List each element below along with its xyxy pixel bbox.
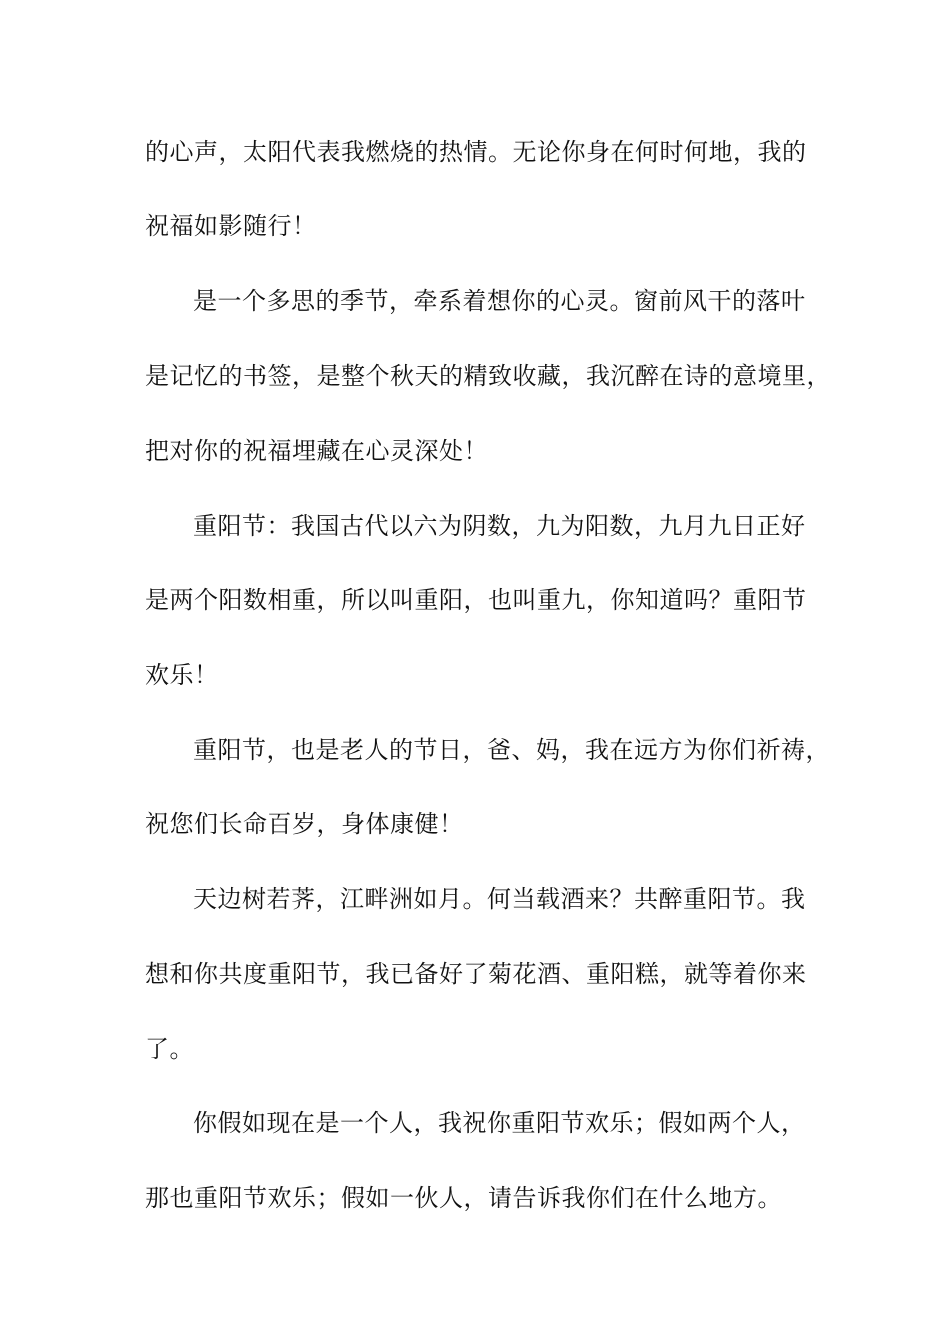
paragraph-first-line: 是一个多思的季节，牵系着想你的心灵。窗前风干的落叶 [193,287,806,315]
text-line: 把对你的祝福埋藏在心灵深处！ [145,437,488,465]
paragraph-first-line: 重阳节：我国古代以六为阴数，九为阳数，九月九日正好 [193,512,806,540]
text-line: 祝福如影随行！ [145,212,317,240]
text-line: 的心声，太阳代表我燃烧的热情。无论你身在何时何地，我的 [145,138,807,166]
text-line: 欢乐！ [145,661,219,689]
text-line: 祝您们长命百岁，身体康健！ [145,810,464,838]
text-line: 那也重阳节欢乐；假如一伙人，请告诉我你们在什么地方。 [145,1184,782,1212]
text-line: 是两个阳数相重，所以叫重阳，也叫重九，你知道吗？重阳节 [145,586,807,614]
paragraph-first-line: 天边树若荠，江畔洲如月。何当载酒来？共醉重阳节。我 [193,885,806,913]
text-line: 想和你共度重阳节，我已备好了菊花酒、重阳糕，就等着你来 [145,960,807,988]
paragraph-first-line: 重阳节，也是老人的节日，爸、妈，我在远方为你们祈祷， [193,736,830,764]
text-line: 了。 [145,1035,194,1063]
text-line: 是记忆的书签，是整个秋天的精致收藏，我沉醉在诗的意境里， [145,362,831,390]
paragraph-first-line: 你假如现在是一个人，我祝你重阳节欢乐；假如两个人， [193,1109,806,1137]
